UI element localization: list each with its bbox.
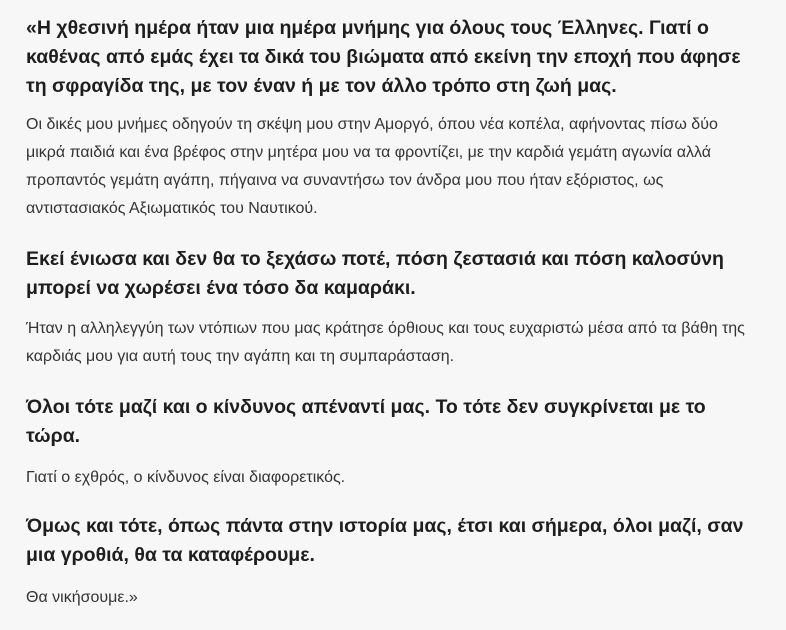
quote-lead-paragraph-5: Όλοι τότε μαζί και ο κίνδυνος απέναντί μας. Το τότε δεν συγκρίνεται με το τώρα.: [26, 396, 706, 447]
quote-paragraph-2: Οι δικές μου μνήμες οδηγούν τη σκέψη μου στην Αμοργό, όπου νέα κοπέλα, αφήνοντας πίσω δύο μικρά παιδιά και ένα βρέφος στην μητέρα μου να τα φροντίζει, με την καρδιά γεμάτη αγωνία αλλά προπαντός γεμάτη αγάπη, πήγαινα να συναντήσω τον άνδρα μου που ήταν εξόριστος, ως αντιστασιακός Αξιωματικός του Ναυτικού.: [26, 116, 718, 217]
quote-lead-paragraph-3: Εκεί ένιωσα και δεν θα το ξεχάσω ποτέ, πόση ζεστασιά και πόση καλοσύνη μπορεί να χωρέσει ένα τόσο δα καμαράκι.: [26, 248, 724, 299]
quote-lead-paragraph-1: «Η χθεσινή ημέρα ήταν μια ημέρα μνήμης για όλους τους Έλληνες. Γιατί ο καθένας από εμάς έχει τα δικά του βιώματα από εκείνη την εποχή που άφησε τη σφραγίδα της, με τον έναν ή με τον άλλο τρόπο στη ζωή μας.: [26, 17, 741, 97]
quote-paragraph-4: Ήταν η αλληλεγγύη των ντόπιων που μας κράτησε όρθιους και τους ευχαριστώ μέσα από τα βάθη της καρδιάς μου για αυτή τους την αγάπη και τη συμπαράσταση.: [26, 320, 745, 365]
quote-paragraph-8: Θα νικήσουμε.»: [26, 589, 138, 606]
quote-paragraph-6: Γιατί ο εχθρός, ο κίνδυνος είναι διαφορετικός.: [26, 469, 346, 486]
quote-lead-paragraph-7: Όμως και τότε, όπως πάντα στην ιστορία μας, έτσι και σήμερα, όλοι μαζί, σαν μια γροθιά, θα τα καταφέρουμε.: [26, 515, 744, 566]
